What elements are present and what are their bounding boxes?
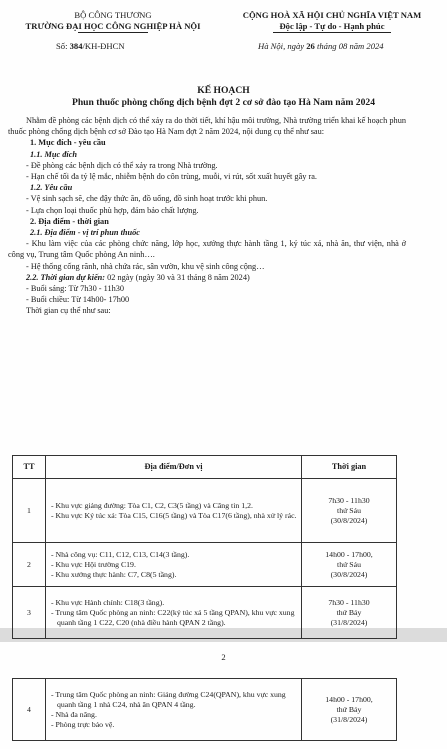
row-places xyxy=(46,479,302,543)
place-item: - Trung tâm Quốc phòng an ninh: Giảng đường C24(QPAN), khu vực xung quanh tầng 1 nhà C24, nhà ăn QPAN 4 tầng. xyxy=(51,689,286,709)
agency-header xyxy=(8,10,218,33)
time-date: (31/8/2024) xyxy=(330,714,368,724)
subsection-heading: 2.2. Thời gian dự kiến: xyxy=(26,272,106,282)
row-time xyxy=(302,587,397,639)
table-row xyxy=(13,479,397,543)
subsection-heading: 1.2. Yêu cầu xyxy=(30,183,73,193)
intro-paragraph: Nhằm đề phòng các bệnh dịch có thể xảy ra do thời tiết, khí hậu môi trường, Nhà trường triển khai kế hoạch phun thuốc phòng chống dịch bệnh cơ sở Đào tạo Hà Nam đợt 2 năm 2024, nội dung cụ thể như sau: xyxy=(8,116,406,137)
schedule-duration: 02 ngày (ngày 30 và 31 tháng 8 năm 2024) xyxy=(107,272,250,282)
national-header xyxy=(222,10,442,33)
place-item: - Khu vực Hội trường C19. xyxy=(51,559,136,569)
document-page-2 xyxy=(0,642,447,749)
document-title xyxy=(0,85,447,109)
column-header: Thời gian xyxy=(302,456,397,479)
number-value: 384 xyxy=(69,41,83,51)
subsection-heading: 2.1. Địa điểm - vị trí phun thuốc xyxy=(30,228,140,238)
schedule-line xyxy=(8,272,406,283)
place-item: - Nhà đa năng. xyxy=(51,709,97,719)
time-weekday: thứ Bảy xyxy=(336,607,362,617)
place-item: - Khu vực Hành chính: C18(3 tầng). xyxy=(51,597,165,607)
motto: Độc lập - Tự do - Hạnh phúc xyxy=(279,21,385,31)
bullet-item: - Vệ sinh sạch sẽ, che đậy thức ăn, đồ uống, đồ sinh hoạt trước khi phun. xyxy=(26,194,268,204)
row-number: 1 xyxy=(13,479,46,543)
table-intro: Thời gian cụ thể như sau: xyxy=(26,306,111,316)
date-suffix: tháng 08 năm 2024 xyxy=(316,41,384,51)
header-underline-right xyxy=(273,32,391,33)
row-places xyxy=(46,679,302,741)
date-prefix: Hà Nội, ngày xyxy=(258,41,305,51)
time-date: (31/8/2024) xyxy=(330,617,368,627)
section-heading: 2. Địa điểm - thời gian xyxy=(30,216,109,226)
schedule-table xyxy=(12,455,397,639)
bullet-item: - Hệ thống cống rãnh, nhà chứa rác, sân vườn, khu vệ sinh công cộng… xyxy=(26,261,265,271)
bullet-item: - Khu làm việc của các phòng chức năng, lớp học, xưởng thực hành tầng 1, ký túc xá, nhà ăn, thư viện, nhà ở công vụ, Trung tâm Quốc phòng An ninh…. xyxy=(8,239,406,260)
university-name: TRƯỜNG ĐẠI HỌC CÔNG NGHIỆP HÀ NỘI xyxy=(25,21,201,31)
place-item: - Trung tâm Quốc phòng an ninh: C22(ký túc xá 5 tầng QPAN), khu vực xung quanh tầng 1 C22, C20 (nhà điều hành QPAN 2 tầng). xyxy=(51,607,295,627)
time-range: 14h00 - 17h00, xyxy=(325,549,373,559)
place-date xyxy=(258,41,384,51)
time-weekday: thứ Sáu xyxy=(337,559,361,569)
document-body xyxy=(8,115,406,317)
place-item: - Khu vực giảng đường: Tòa C1, C2, C3(5 tầng) và Căng tin 1,2. xyxy=(51,500,253,510)
column-header: TT xyxy=(13,456,46,479)
row-time xyxy=(302,479,397,543)
time-date: (30/8/2024) xyxy=(330,515,368,525)
place-item: - Khu vực Ký túc xá: Tòa C15, C16(5 tầng) và Tòa C17(6 tầng), nhà xử lý rác. xyxy=(51,510,297,520)
bullet-item: - Lựa chọn loại thuốc phù hợp, đảm bảo chất lượng. xyxy=(26,205,199,215)
subsection-heading: 1.1. Mục đích xyxy=(30,149,78,159)
place-item: - Phòng trực bảo vệ. xyxy=(51,719,115,729)
doc-type: KẾ HOẠCH xyxy=(197,85,250,96)
number-prefix: Số: xyxy=(56,41,68,51)
ministry-name: BỘ CÔNG THƯƠNG xyxy=(74,10,152,20)
bullet-item: - Buổi chiều: Từ 14h00- 17h00 xyxy=(26,295,130,305)
column-header: Địa điểm/Đơn vị xyxy=(46,456,302,479)
row-number: 3 xyxy=(13,587,46,639)
bullet-item: - Buổi sáng: Từ 7h30 - 11h30 xyxy=(26,284,125,294)
time-weekday: thứ Sáu xyxy=(337,505,361,515)
country-name: CỘNG HOÀ XÃ HỘI CHỦ NGHĨA VIỆT NAM xyxy=(242,10,422,20)
table-row xyxy=(13,543,397,587)
row-time xyxy=(302,543,397,587)
table-row xyxy=(13,587,397,639)
place-item: - Nhà công vụ: C11, C12, C13, C14(3 tầng). xyxy=(51,549,190,559)
time-range: 14h00 - 17h00, xyxy=(325,694,373,704)
page-number: 2 xyxy=(221,652,226,662)
document-number xyxy=(56,41,125,51)
date-day: 26 xyxy=(306,41,315,51)
section-heading: 1. Mục đích - yêu cầu xyxy=(30,138,106,148)
time-weekday: thứ Bảy xyxy=(336,704,362,714)
time-range: 7h30 - 11h30 xyxy=(328,495,370,505)
header-underline-left xyxy=(78,32,148,33)
number-suffix: /KH-ĐHCN xyxy=(82,41,125,51)
bullet-item: - Hạn chế tối đa tỷ lệ mắc, nhiễm bệnh do côn trùng, muỗi, vi rút, sốt xuất huyết gây ra. xyxy=(26,172,318,182)
schedule-table-continued xyxy=(12,678,397,741)
row-number: 4 xyxy=(13,679,46,741)
row-number: 2 xyxy=(13,543,46,587)
place-item: - Khu xưởng thực hành: C7, C8(5 tầng). xyxy=(51,569,177,579)
table-row xyxy=(13,679,397,741)
row-time xyxy=(302,679,397,741)
time-date: (30/8/2024) xyxy=(330,569,368,579)
doc-subject: Phun thuốc phòng chống dịch bệnh đợt 2 cơ sở đào tạo Hà Nam năm 2024 xyxy=(71,97,375,108)
bullet-item: - Đề phòng các bệnh dịch có thể xảy ra trong Nhà trường. xyxy=(26,160,218,170)
row-places xyxy=(46,543,302,587)
table-header-row xyxy=(13,456,397,479)
row-places xyxy=(46,587,302,639)
time-range: 7h30 - 11h30 xyxy=(328,597,370,607)
